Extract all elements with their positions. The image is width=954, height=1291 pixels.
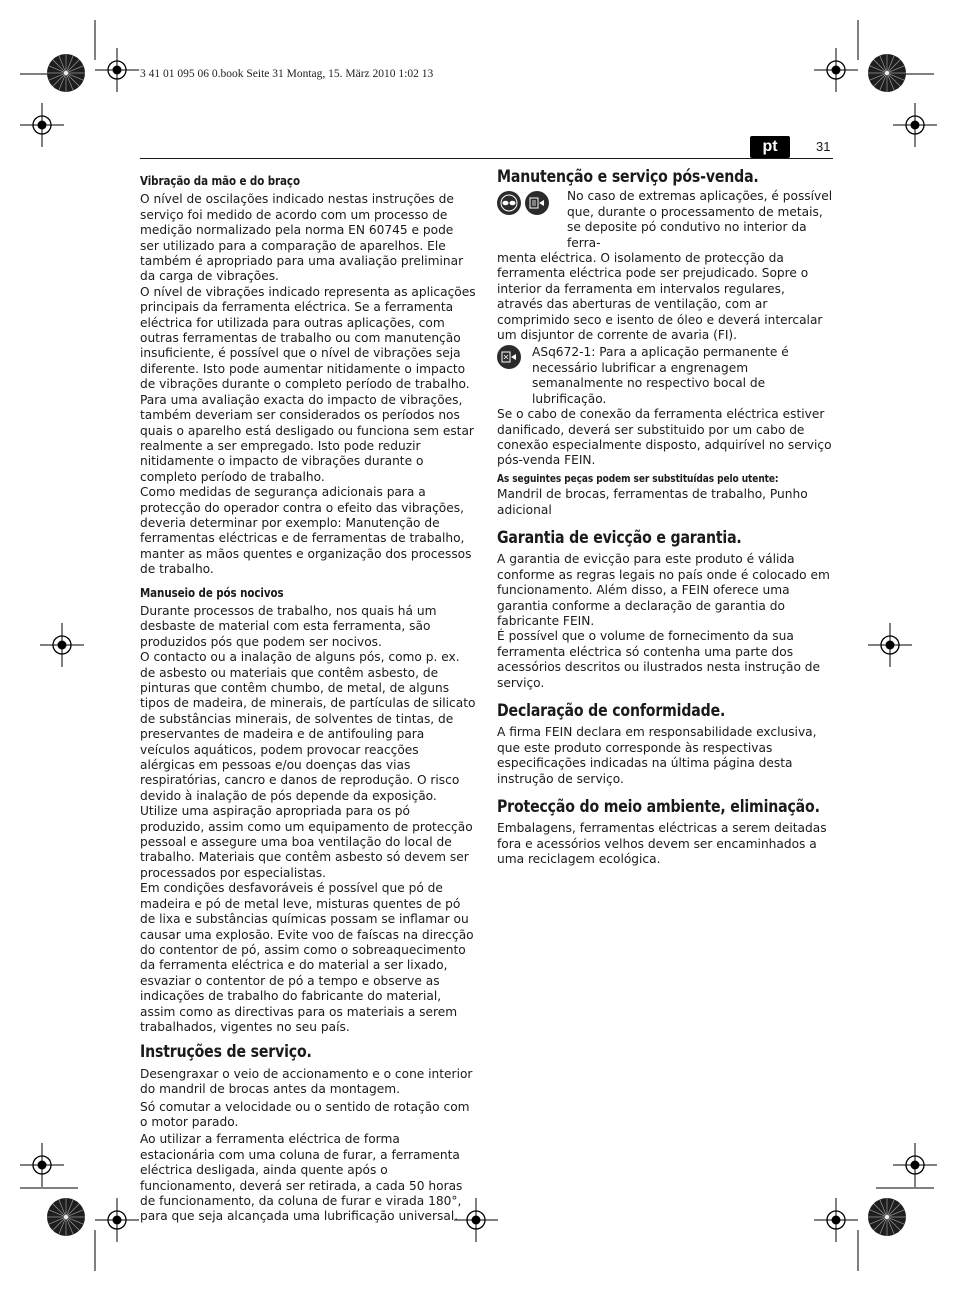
page-number: 31 — [816, 139, 831, 154]
vibration-paragraph-1: O nível de oscilações indicado nestas instruções de serviço foi medido de acordo com um processo de medição normalizado pela norma EN 60745 e pode ser utilizado para a comparação de aparelhos. Ele também é apropriado para uma avaliação preliminar da carga de vibrações. — [140, 192, 464, 284]
maintenance-paragraph-1-rest: menta eléctrica. O isolamento de protecção da ferramenta eléctrica pode ser prejudicado. Sopre o interior da ferramenta em intervalos regulares, através das aberturas de ventilação, com ar comprimido seco e isento de óleo e deverá intercalar um disjuntor de corrente de avaria (FI). — [497, 251, 823, 343]
replaceable-parts-heading: As seguintes peças podem ser substituídas pelo utente: — [497, 471, 779, 485]
environment-heading: Protecção do meio ambiente, eliminação. — [497, 797, 820, 818]
dust-paragraph-3: Em condições desfavoráveis é possível que pó de madeira e pó de metal leve, misturas quentes de pó de lixa e substâncias químicas possam se inflamar ou causar uma explosão. Evite voo de faíscas na direcção do contentor de pó, assim como o sobreaquecimento da ferramenta eléctrica e do material a ser lixado, esvaziar o contentor de pó a tempo e observe as indicações de trabalho do fabricante do material, assim como as directivas para os materiais a serem trabalhados, vigentes no seu país. — [140, 881, 474, 1034]
vibration-heading: Vibração da mão e do braço — [140, 174, 300, 188]
instructions-paragraph-2: Só comutar a velocidade ou o sentido de rotação com o motor parado. — [140, 1099, 470, 1129]
dust-heading: Manuseio de pós nocivos — [140, 585, 284, 600]
maintenance-warning-block — [497, 189, 833, 251]
warranty-paragraph-2: É possível que o volume de fornecimento da sua ferramenta eléctrica só contenha uma parte dos acessórios descritos ou ilustrados nesta instrução de serviço. — [497, 629, 821, 690]
left-column — [140, 170, 476, 1225]
maintenance-paragraph-1-intro: No caso de extremas aplicações, é possível que, durante o processamento de metais, se deposite pó condutivo no interior da ferra- — [567, 189, 833, 250]
maintenance-icons — [497, 191, 549, 215]
goggles-icon — [497, 191, 521, 215]
conformity-paragraph: A firma FEIN declara em responsabilidade exclusiva, que este produto corresponde às respectivas especificações indicadas na última página desta instrução de serviço. — [497, 725, 817, 786]
dust-paragraph-2: O contacto ou a inalação de alguns pós, como p. ex. de asbesto ou materiais que contêm asbesto, de pinturas que contêm chumbo, de metal, de alguns tipos de madeira, de minerais, de partículas de silicato de substâncias minerais, de solventes de tintas, de preservantes de madeira e de antifouling para veículos aquáticos, podem provocar reacções alérgicas em pessoas e/ou doenças das vias respiratórias, cancro e danos de reprodução. O risco devido à inalação de pós depende da exposição. Utilize uma aspiração apropriada para os pó produzido, assim como um equipamento de protecção pessoal e assegure uma boa ventilação do local de trabalho. Materiais que contêm asbesto só devem ser processados por especialistas. — [140, 650, 476, 880]
read-manual-icon — [525, 191, 549, 215]
header-rule — [140, 158, 833, 159]
vibration-paragraph-3: Para uma avaliação exacta do impacto de vibrações, também deveriam ser considerados os períodos nos quais o aparelho está desligado ou funciona sem estar realmente a ser empregado. Isto pode reduzir nitidamente o impacto de vibrações durante o completo período de trabalho. — [140, 392, 474, 484]
warranty-paragraph-1: A garantia de evicção para este produto é válida conforme as regras legais no país onde é colocado em funcionamento. Além disso, a FEIN oferece uma garantia conforme a declaração de garantia do fabricante FEIN. — [497, 552, 830, 628]
lubrication-block — [497, 345, 833, 407]
book-file-line: 3 41 01 095 06 0.book Seite 31 Montag, 15. März 2010 1:02 13 — [140, 68, 434, 80]
instructions-paragraph-3: Ao utilizar a ferramenta eléctrica de forma estacionária com uma coluna de furar, a ferramenta eléctrica desligada, ainda quente após o funcionamento, deverá ser retirada, a cada 50 horas de funcionamento, da coluna de furar e virada 180°, para que seja alcançada uma lubrificação universal. — [140, 1132, 463, 1224]
grease-icon — [497, 345, 521, 369]
dust-paragraph-1: Durante processos de trabalho, nos quais há um desbaste de material com esta ferramenta, são produzidos pós que podem ser nocivos. — [140, 603, 437, 649]
maintenance-heading: Manutenção e serviço pós-venda. — [497, 167, 759, 187]
replaceable-parts-paragraph: Mandril de brocas, ferramentas de trabalho, Punho adicional — [497, 487, 808, 517]
lubrication-icons — [497, 345, 521, 369]
language-badge: pt — [750, 136, 790, 158]
vibration-paragraph-4: Como medidas de segurança adicionais para a protecção do operador contra o efeito das vibrações, deveria determinar por exemplo: Manutenção de ferramentas eléctricas e de ferramentas de trabalho, manter as mãos quentes e organização dos processos de trabalho. — [140, 485, 472, 577]
right-column — [497, 167, 833, 868]
environment-paragraph: Embalagens, ferramentas eléctricas a serem deitadas fora e acessórios velhos devem ser encaminhados a uma reciclagem ecológica. — [497, 821, 827, 867]
warranty-heading: Garantia de evicção e garantia. — [497, 527, 742, 548]
conformity-heading: Declaração de conformidade. — [497, 701, 726, 721]
maintenance-paragraph-3: Se o cabo de conexão da ferramenta eléctrica estiver danificado, deverá ser substituido por um cabo de conexão especialmente disposto, adquirível no serviço pós-venda FEIN. — [497, 407, 832, 468]
lubrication-paragraph: ASq672-1: Para a aplicação permanente é necessário lubrificar a engrenagem semanalmente no respectivo bocal de lubrificação. — [532, 345, 789, 406]
instructions-heading: Instruções de serviço. — [140, 1042, 312, 1063]
vibration-paragraph-2: O nível de vibrações indicado representa as aplicações principais da ferramenta eléctrica. Se a ferramenta eléctrica for utilizada para outras aplicações, com outras ferramentas de trabalho ou com manutenção insuficiente, é possível que o nível de vibrações seja diferente. Isto pode aumentar nitidamente o impacto de vibrações durante o completo período de trabalho. — [140, 284, 476, 392]
instructions-paragraph-1: Desengraxar o veio de accionamento e o cone interior do mandril de brocas antes da montagem. — [140, 1066, 473, 1097]
